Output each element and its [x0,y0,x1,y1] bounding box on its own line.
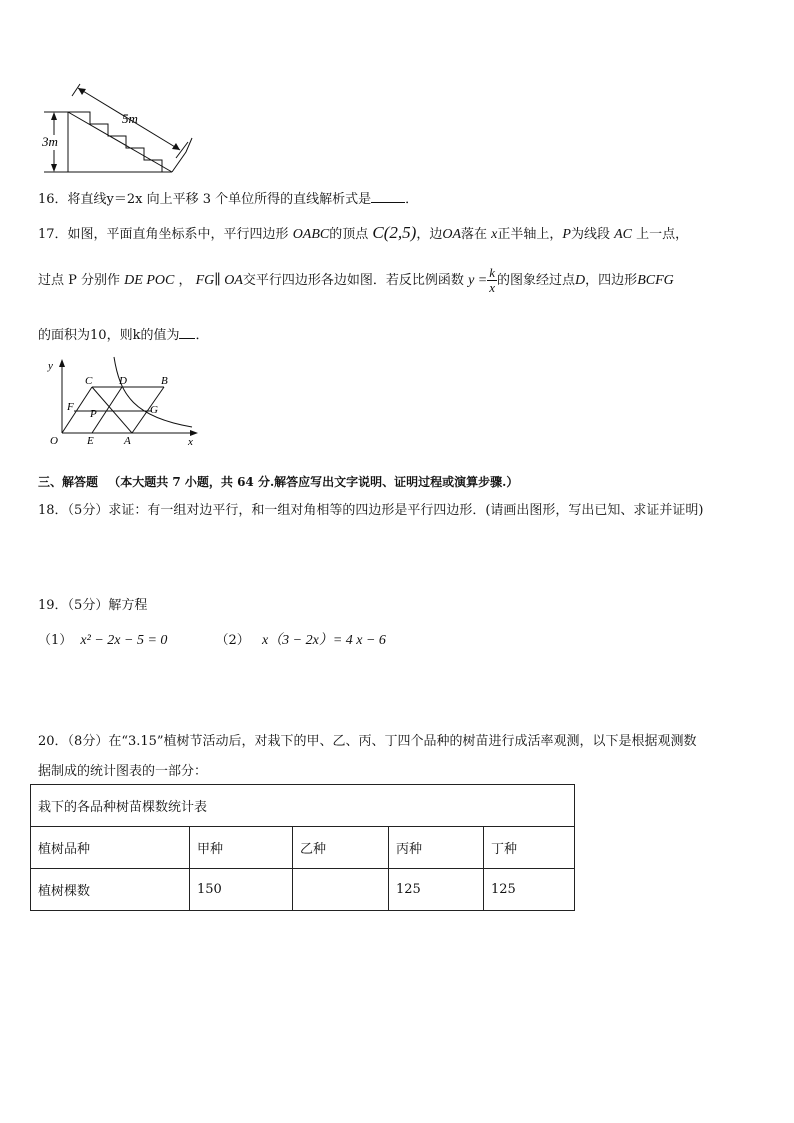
section-3-title: 三、解答题 [38,475,99,489]
q17-text-a: 17．如图，平面直角坐标系中，平行四边形 [38,227,289,242]
table-cell-empty[interactable] [293,869,389,911]
q17-text-3b: ，则 [106,328,133,343]
graph-label-o: O [50,435,58,447]
graph-label-c: C [85,375,93,387]
graph-label-e: E [87,435,94,447]
table-header-cell: 植树品种 [31,827,190,869]
graph-label-y: y [48,360,53,372]
fraction-numerator: k [489,265,496,280]
q16-end: ． [405,192,419,207]
q17-fg-oa: FG∥ OA [195,273,243,288]
question-20-line1: 20．（8分）在“3.15”植树节活动后，对栽下的甲、乙、丙、丁四个品种的树苗进行成活率观测，以下是根据观测数 [38,734,697,749]
q19-part2-label: （2） [215,633,250,648]
q17-text-2a: 过点 P 分别作 [38,273,121,288]
stairs-figure [38,80,193,178]
table-cell: 125 [389,869,484,911]
question-17-line3 [38,324,209,343]
q17-text-2b: ， [178,273,192,288]
table-header-cell: 丁种 [484,827,575,869]
q16-answer-blank[interactable] [371,190,405,203]
q17-text-g: 上一点， [636,227,689,242]
tree-count-table [30,784,575,911]
q17-de-poc: DE POC [124,273,175,288]
q16-text: 16．将直线y＝2x 向上平移 3 个单位所得的直线解析式是 [38,192,372,207]
q17-text-2c: 交平行四边形各边如图．若反比例函数 [242,273,464,288]
q17-text-c: ，边 [416,227,443,242]
table-caption-row [31,785,575,827]
question-19: 19．（5分）解方程 [38,598,148,613]
graph-label-f: F [67,401,74,413]
question-17-line2 [38,266,674,295]
q17-text-d: 落在 [461,227,488,242]
q17-y-eq: y = [468,273,488,288]
graph-label-a: A [124,435,131,447]
table-caption: 栽下的各品种树苗棵数统计表 [31,785,575,827]
table-header-cell: 丙种 [389,827,484,869]
table-row [31,869,575,911]
q17-text-2d: 的图象经过点 [497,273,576,288]
graph-label-b: B [161,375,168,387]
graph-label-x: x [188,436,193,448]
section-3-note: （本大题共 7 小题，共 64 分.解答应写出文字说明、证明过程或演算步骤.） [108,475,519,489]
q17-fraction [487,266,497,295]
q19-part1-equation: x² − 2x − 5 = 0 [80,633,168,648]
section-3-heading [38,473,518,490]
q17-text-e: 正半轴上， [497,227,563,242]
table-cell: 125 [484,869,575,911]
q17-x: x [491,227,498,242]
q17-text-3c: 的值为 [140,328,180,343]
q17-k: k [132,328,141,343]
table-header-cell: 甲种 [190,827,293,869]
q17-point-c: C(2,5) [372,223,417,242]
fraction-denominator: x [489,280,496,295]
q17-d: D [575,273,586,288]
graph-label-p: P [90,408,97,420]
graph-label-g: G [150,404,158,416]
label-5m: 5m [122,111,138,126]
table-header-row [31,827,575,869]
q17-text-3a: 的面积为 [38,328,91,343]
q17-text-2e: ，四边形 [585,273,638,288]
q17-ac: AC [614,227,633,242]
question-18: 18．（5分）求证：有一组对边平行，和一组对角相等的四边形是平行四边形．(请画出图形，写出已知、求证并证明) [38,503,704,518]
q17-bcfg: BCFG [637,273,674,288]
q19-part2-equation: x（3 − 2x）= 4 x − 6 [261,633,386,648]
question-16 [38,188,418,207]
q17-p: P [562,227,571,242]
table-header-cell: 乙种 [293,827,389,869]
graph-label-d: D [119,375,127,387]
q17-oa: OA [442,227,462,242]
q17-text-b: 的顶点 [329,227,369,242]
table-cell: 植树棵数 [31,869,190,911]
table-cell: 150 [190,869,293,911]
question-17-line1 [38,223,688,243]
q17-area: 10 [90,328,107,343]
q17-answer-blank[interactable] [179,326,195,339]
q17-text-end: ． [195,328,209,343]
question-20-line2: 据制成的统计图表的一部分： [38,764,208,779]
q17-oabc: OABC [292,227,330,242]
question-19-parts [38,629,386,649]
q17-text-f: 为线段 [570,227,610,242]
q19-part1-label: （1） [38,633,73,648]
label-3m: 3m [42,134,58,149]
coordinate-graph [42,355,202,450]
